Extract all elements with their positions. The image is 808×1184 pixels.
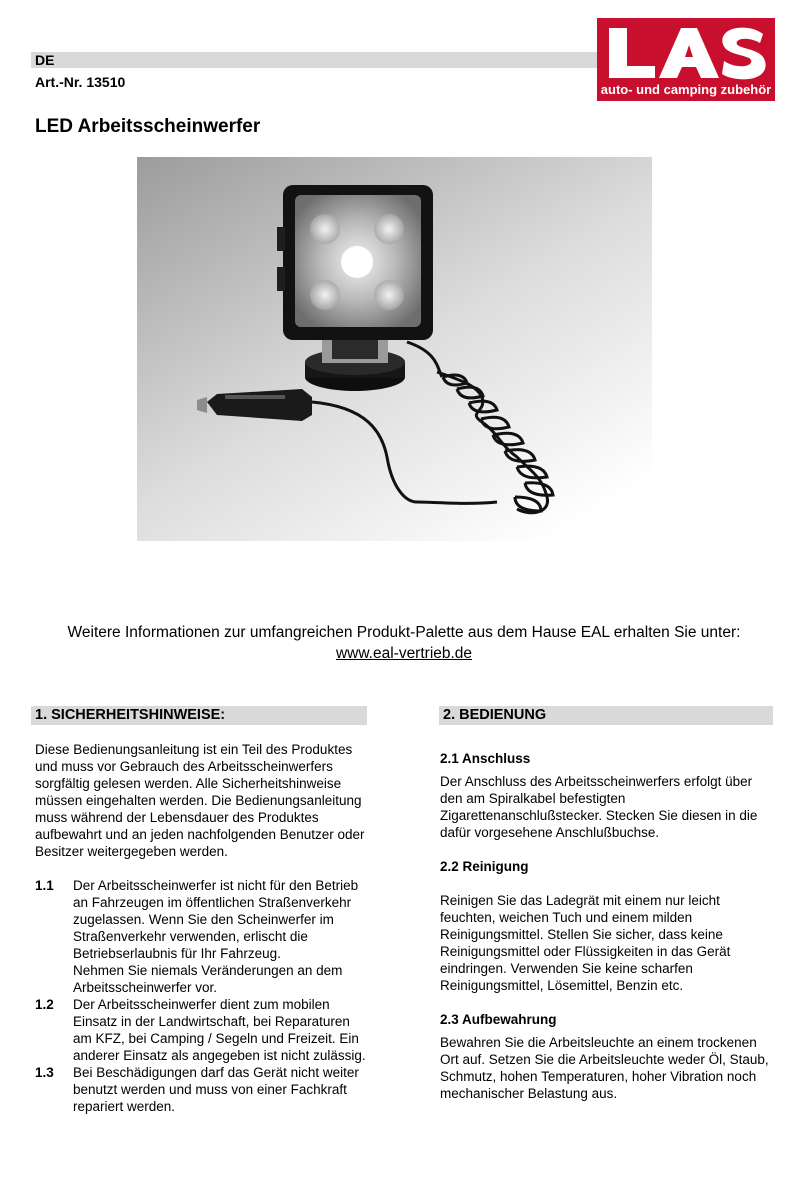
- safety-intro: Diese Bedienungsanleitung ist ein Teil des Produktes und muss vor Gebrauch des Arbeitsscheinwerfers sorgfältig gelesen werden. Alle Sicherheitshinweise müssen eingehalten werden. Die Bedienungsanleitung muss während der Lebensdauer des Produktes aufbewahrt und an jeden nachfolgenden Benutzer oder Besitzer weitergegeben werden.: [35, 742, 365, 859]
- las-logo: [597, 18, 775, 101]
- subsection-storage: [440, 1011, 775, 1102]
- operation-column: [440, 750, 775, 1119]
- subsection-connection: [440, 750, 775, 841]
- subsection-title: 2.1 Anschluss: [440, 751, 531, 766]
- subsection-text: Der Anschluss des Arbeitsscheinwerfers erfolgt über den am Spiralkabel befestigten Zigarettenanschlußstecker. Stecken Sie diesen in die dafür vorgesehene Anschlußbuchse.: [440, 774, 758, 840]
- subsection-text: Bewahren Sie die Arbeitsleuchte an einem trockenen Ort auf. Setzen Sie die Arbeitsleuchte weder Öl, Staub, Schmutz, hohen Temperaturen, hoher Vibration noch mechanischer Belastung aus.: [440, 1035, 769, 1101]
- language-code: DE: [35, 52, 55, 68]
- subsection-title: 2.3 Aufbewahrung: [440, 1012, 557, 1027]
- subsection-text: Reinigen Sie das Ladegrät mit einem nur leicht feuchten, weichen Tuch und einem milden Reinigungsmittel. Stellen Sie sicher, dass keine Reinigungsmittel oder Flüssigkeiten in das Gerät eindringen. Verwenden Sie keine scharfen Reinigungsmittel, Lösemittel, Benzin etc.: [440, 893, 731, 993]
- safety-item: [35, 877, 370, 996]
- header-bar: [31, 52, 601, 68]
- article-number: Art.-Nr. 13510: [35, 74, 126, 90]
- subsection-title: 2.2 Reinigung: [440, 859, 529, 874]
- item-number: 1.2: [35, 997, 54, 1012]
- logo-tagline: auto- und camping zubehör: [600, 82, 772, 97]
- section-heading-safety: 1. SICHERHEITSHINWEISE:: [31, 706, 367, 725]
- section-heading-operation: 2. BEDIENUNG: [439, 706, 773, 725]
- item-text: Bei Beschädigungen darf das Gerät nicht weiter benutzt werden und muss von einer Fachkraft repariert werden.: [73, 1065, 359, 1114]
- item-body: Der Arbeitsscheinwerfer ist nicht für den Betrieb an Fahrzeugen im öffentlichen Straßenverkehr zugelassen. Wenn Sie den Scheinwerfer im Straßenverkehr verwenden, erlischt die Betriebserlaubnis für Ihr Fahrzeug.: [73, 878, 359, 961]
- product-photo: [137, 157, 652, 541]
- item-note: Nehmen Sie niemals Veränderungen an dem Arbeitsscheinwerfer vor.: [73, 963, 343, 995]
- item-number: 1.3: [35, 1065, 54, 1080]
- subsection-cleaning: [440, 858, 775, 994]
- safety-item: [35, 1064, 370, 1115]
- info-block: [0, 622, 808, 664]
- item-number: 1.1: [35, 878, 54, 893]
- document-title: LED Arbeitsscheinwerfer: [35, 116, 261, 137]
- info-text: Weitere Informationen zur umfangreichen Produkt-Palette aus dem Hause EAL erhalten Sie unter:: [67, 624, 741, 641]
- item-text: [73, 877, 370, 996]
- item-text: Der Arbeitsscheinwerfer dient zum mobilen Einsatz in der Landwirtschaft, bei Reparaturen am KFZ, bei Camping / Segeln und Freizeit. Ein anderer Einsatz als angegeben ist nicht zulässig.: [73, 997, 366, 1063]
- website-link[interactable]: www.eal-vertrieb.de: [335, 645, 473, 662]
- safety-item: [35, 996, 370, 1064]
- safety-column: [35, 741, 370, 1115]
